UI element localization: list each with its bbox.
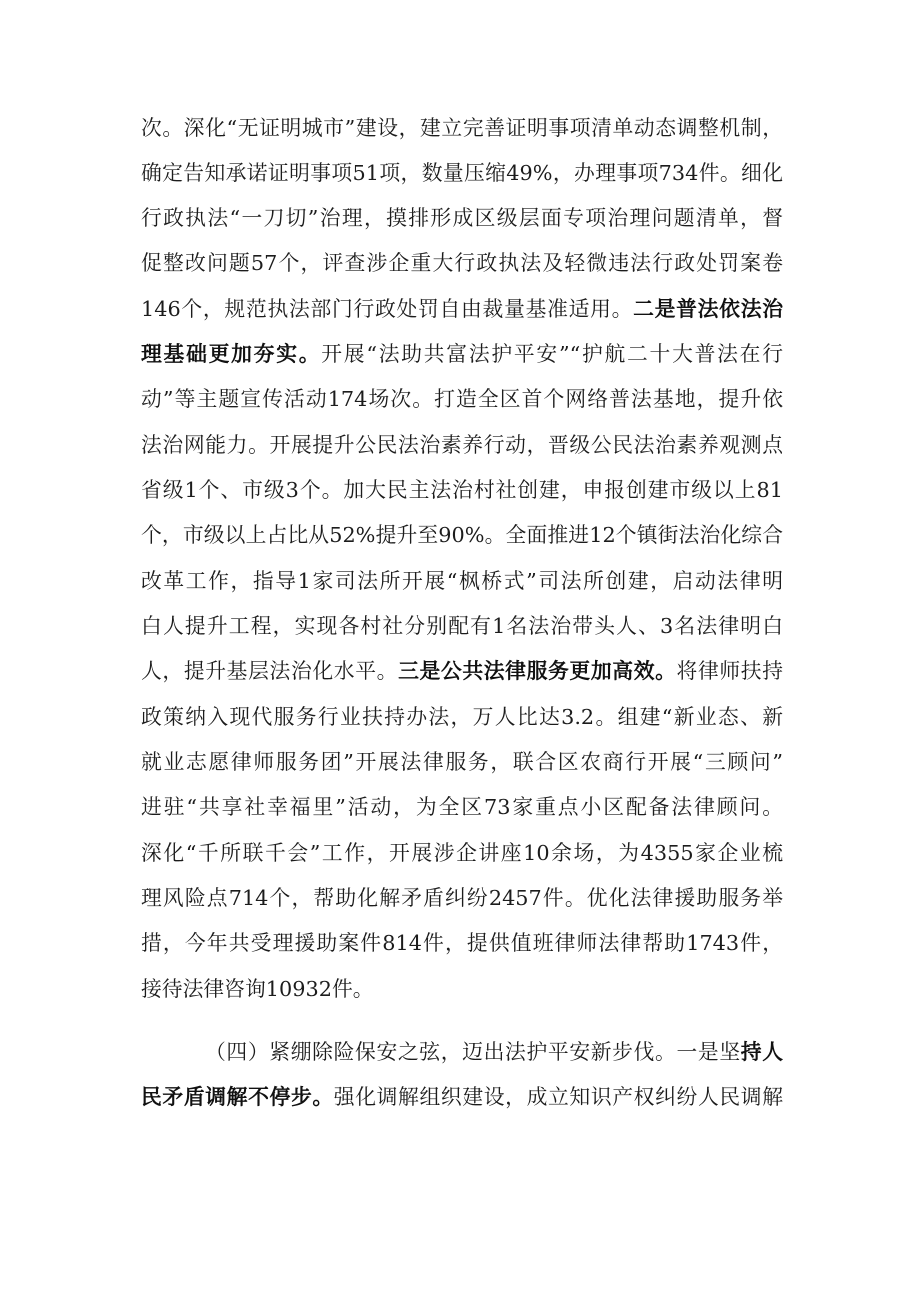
text-run: 146个，规范执法部门行政处罚自由裁量基准适用。 bbox=[141, 297, 634, 321]
text-line bbox=[141, 113, 783, 143]
text-run: 省级1个、市级3个。加大民主法治村社创建，申报创建市级以上81 bbox=[141, 478, 783, 502]
text-line bbox=[141, 203, 783, 233]
bold-text-run: 三是公共法律服务更加高效。 bbox=[398, 658, 677, 683]
bold-text-run: 持人 bbox=[740, 1039, 784, 1064]
text-line bbox=[141, 339, 783, 369]
text-line bbox=[141, 928, 783, 958]
text-run: 深化“千所联千会”工作，开展涉企讲座10余场，为4355家企业梳 bbox=[141, 841, 783, 865]
text-line bbox=[141, 520, 783, 550]
text-run: 措，今年共受理援助案件814件，提供值班律师法律帮助1743件， bbox=[141, 931, 783, 955]
text-run: 个，市级以上占比从52%提升至90%。全面推进12个镇街法治化综合 bbox=[141, 523, 783, 547]
text-run: 动”等主题宣传活动174场次。打造全区首个网络普法基地，提升依 bbox=[141, 387, 783, 411]
bold-text-run: 理基础更加夯实。 bbox=[141, 341, 322, 366]
text-line bbox=[141, 294, 783, 324]
bold-text-run: 民矛盾调解不停步。 bbox=[141, 1084, 334, 1109]
text-run: 进驻“共享社幸福里”活动，为全区73家重点小区配备法律顾问。 bbox=[141, 795, 783, 819]
text-run: 政策纳入现代服务行业扶持办法，万人比达3.2。组建“新业态、新 bbox=[141, 705, 783, 729]
text-run: 强化调解组织建设，成立知识产权纠纷人民调解 bbox=[333, 1085, 784, 1109]
text-run: 人，提升基层法治化水平。 bbox=[141, 659, 399, 683]
text-run: 开展“法助共富法护平安”“护航二十大普法在行 bbox=[321, 342, 783, 366]
text-run: 行政执法“一刀切”治理，摸排形成区级层面专项治理问题清单，督 bbox=[141, 206, 783, 230]
text-line bbox=[141, 248, 783, 278]
text-line bbox=[141, 883, 783, 913]
text-line bbox=[141, 158, 783, 188]
text-line bbox=[141, 656, 783, 686]
text-line bbox=[141, 747, 783, 777]
text-line bbox=[205, 1037, 783, 1067]
text-line bbox=[141, 430, 783, 460]
text-run: （四）紧绷除险保安之弦，迈出法护平安新步伐。一是坚 bbox=[205, 1040, 741, 1064]
text-run: 确定告知承诺证明事项51项，数量压缩49%，办理事项734件。细化 bbox=[141, 161, 783, 185]
text-run: 白人提升工程，实现各村社分别配有1名法治带头人、3名法律明白 bbox=[141, 614, 783, 638]
text-run: 改革工作，指导1家司法所开展“枫桥式”司法所创建，启动法律明 bbox=[141, 569, 783, 593]
text-line bbox=[141, 702, 783, 732]
text-line bbox=[141, 838, 783, 868]
bold-text-run: 二是普法依法治 bbox=[633, 296, 784, 321]
text-line bbox=[141, 974, 783, 1004]
text-line bbox=[141, 1082, 783, 1112]
text-line bbox=[141, 475, 783, 505]
text-run: 将律师扶持 bbox=[676, 659, 784, 683]
text-run: 法治网能力。开展提升公民法治素养行动，晋级公民法治素养观测点 bbox=[141, 433, 783, 457]
text-line bbox=[141, 384, 783, 414]
text-run: 理风险点714个，帮助化解矛盾纠纷2457件。优化法律援助服务举 bbox=[141, 886, 783, 910]
text-line bbox=[141, 611, 783, 641]
text-run: 接待法律咨询10932件。 bbox=[141, 977, 374, 1001]
text-run: 次。深化“无证明城市”建设，建立完善证明事项清单动态调整机制， bbox=[141, 116, 783, 140]
text-run: 促整改问题57个，评查涉企重大行政执法及轻微违法行政处罚案卷 bbox=[141, 251, 783, 275]
text-run: 就业志愿律师服务团”开展法律服务，联合区农商行开展“三顾问” bbox=[141, 750, 783, 774]
text-line bbox=[141, 792, 783, 822]
text-line bbox=[141, 566, 783, 596]
